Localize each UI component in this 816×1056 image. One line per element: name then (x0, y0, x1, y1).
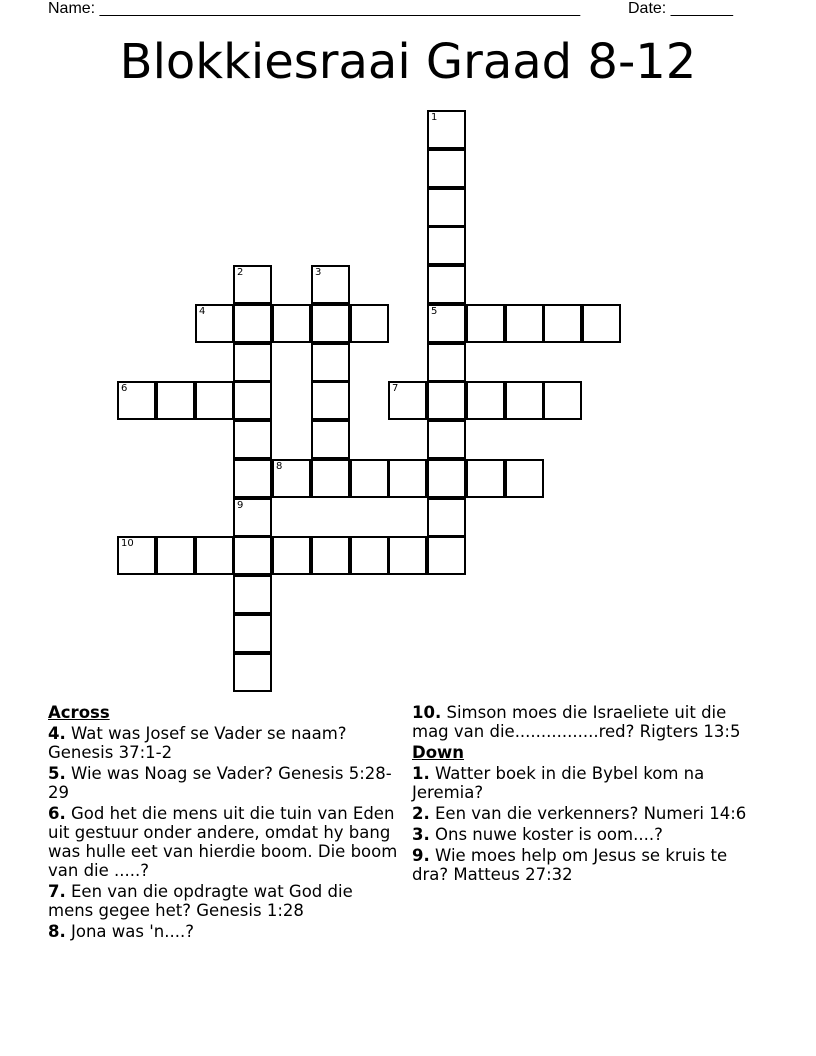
grid-cell[interactable] (156, 381, 195, 420)
grid-cell[interactable] (311, 459, 350, 498)
grid-clue-number: 5 (431, 306, 438, 317)
grid-cell[interactable] (427, 343, 466, 382)
clue-down-9: 9. Wie moes help om Jesus se kruis te dra? Matteus 27:32 (412, 846, 728, 884)
grid-cell[interactable] (350, 459, 389, 498)
grid-cell[interactable] (427, 110, 466, 149)
grid-cell[interactable] (505, 304, 544, 343)
grid-cell[interactable] (311, 381, 350, 420)
grid-cell[interactable] (156, 536, 195, 575)
grid-cell[interactable] (543, 381, 582, 420)
grid-clue-number: 10 (121, 538, 134, 549)
grid-cell[interactable] (233, 459, 272, 498)
grid-cell[interactable] (466, 459, 505, 498)
grid-cell[interactable] (272, 304, 311, 343)
grid-cell[interactable] (427, 226, 466, 265)
grid-cell[interactable] (233, 653, 272, 692)
grid-cell[interactable] (350, 536, 389, 575)
grid-cell[interactable] (427, 381, 466, 420)
clue-down-1: 1. Watter boek in die Bybel kom na Jeremia? (412, 764, 705, 802)
clue-across-7: 7. Een van die opdragte wat God die mens gegee het? Genesis 1:28 (48, 882, 353, 920)
grid-cell[interactable] (466, 304, 505, 343)
clue-down-3: 3. Ons nuwe koster is oom....? (412, 825, 663, 844)
grid-clue-number: 7 (392, 383, 399, 394)
across-heading: Across (48, 703, 110, 722)
clue-across-6: 6. God het die mens uit die tuin van Eden uit gestuur onder andere, omdat hy bang was hulle eet van hierdie boom. Die boom van die .....? (48, 804, 398, 880)
grid-cell[interactable] (311, 304, 350, 343)
grid-cell[interactable] (427, 459, 466, 498)
grid-cell[interactable] (543, 304, 582, 343)
grid-cell[interactable] (117, 536, 156, 575)
grid-cell[interactable] (350, 304, 389, 343)
clue-across-10: 10. Simson moes die Israeliete uit die mag van die................red? Rigters 13:5 (412, 703, 741, 741)
grid-cell[interactable] (311, 420, 350, 459)
grid-cell[interactable] (195, 536, 234, 575)
grid-cell[interactable] (427, 265, 466, 304)
name-field-label: Name: ______________________________________________________ (48, 0, 581, 17)
grid-clue-number: 6 (121, 383, 128, 394)
grid-cell[interactable] (195, 304, 234, 343)
page-title: Blokkiesraai Graad 8-12 (119, 34, 697, 90)
date-field-label: Date: _______ (628, 0, 733, 17)
clue-across-5: 5. Wie was Noag se Vader? Genesis 5:28-29 (48, 764, 392, 802)
grid-cell[interactable] (427, 188, 466, 227)
grid-cell[interactable] (272, 536, 311, 575)
grid-cell[interactable] (466, 381, 505, 420)
grid-cell[interactable] (233, 536, 272, 575)
grid-clue-number: 3 (315, 267, 322, 278)
clue-across-8: 8. Jona was 'n....? (48, 922, 194, 941)
grid-cell[interactable] (427, 536, 466, 575)
grid-cell[interactable] (233, 575, 272, 614)
clue-across-4: 4. Wat was Josef se Vader se naam? Genesis 37:1-2 (48, 724, 347, 762)
grid-cell[interactable] (427, 420, 466, 459)
grid-cell[interactable] (233, 614, 272, 653)
grid-clue-number: 9 (237, 500, 244, 511)
grid-cell[interactable] (388, 459, 427, 498)
grid-cell[interactable] (195, 381, 234, 420)
grid-cell[interactable] (505, 381, 544, 420)
grid-cell[interactable] (233, 304, 272, 343)
grid-cell[interactable] (427, 149, 466, 188)
grid-cell[interactable] (233, 498, 272, 537)
grid-cell[interactable] (311, 265, 350, 304)
grid-cell[interactable] (233, 381, 272, 420)
grid-clue-number: 4 (199, 306, 206, 317)
clue-down-2: 2. Een van die verkenners? Numeri 14:6 (412, 804, 747, 823)
grid-cell[interactable] (388, 381, 427, 420)
grid-clue-number: 1 (431, 112, 438, 123)
grid-cell[interactable] (427, 304, 466, 343)
grid-cell[interactable] (582, 304, 621, 343)
grid-cell[interactable] (117, 381, 156, 420)
clues-column-left (48, 703, 398, 943)
grid-cell[interactable] (272, 459, 311, 498)
grid-clue-number: 8 (276, 461, 283, 472)
grid-cell[interactable] (233, 420, 272, 459)
grid-cell[interactable] (388, 536, 427, 575)
grid-cell[interactable] (311, 536, 350, 575)
grid-cell[interactable] (505, 459, 544, 498)
grid-clue-number: 2 (237, 267, 244, 278)
grid-cell[interactable] (427, 498, 466, 537)
grid-cell[interactable] (311, 343, 350, 382)
grid-cell[interactable] (233, 343, 272, 382)
clues-column-right (412, 703, 762, 886)
grid-cell[interactable] (233, 265, 272, 304)
down-heading: Down (412, 743, 465, 762)
